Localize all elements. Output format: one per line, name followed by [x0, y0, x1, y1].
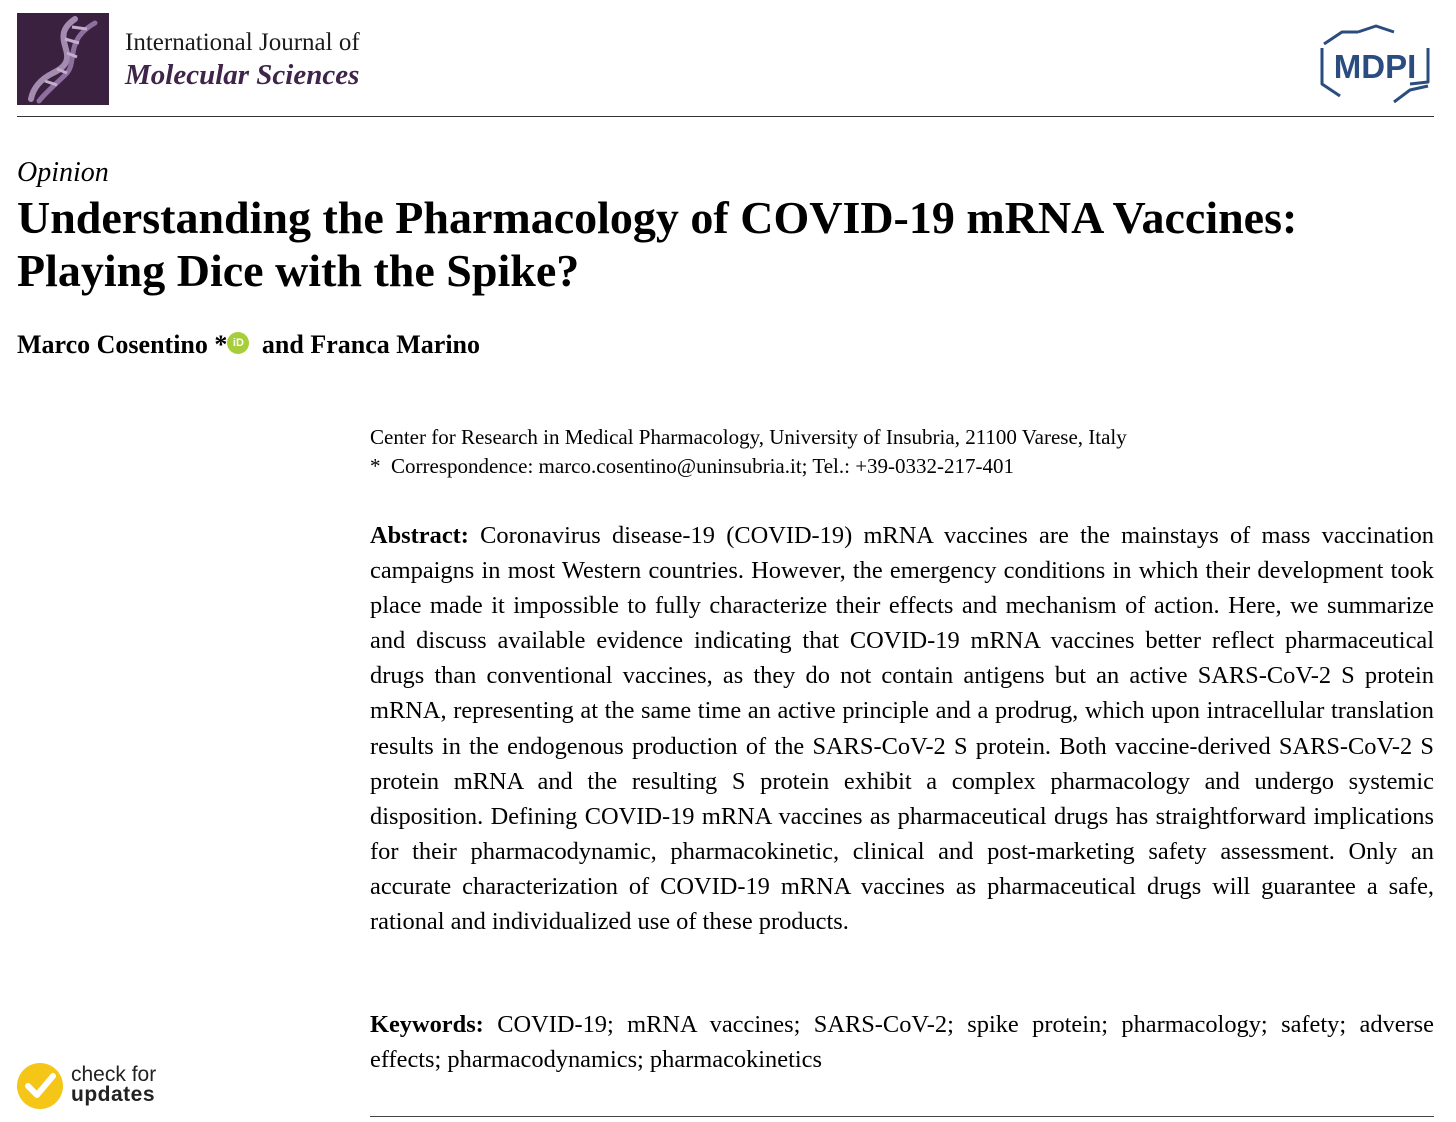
abstract-label: Abstract:: [370, 522, 469, 549]
corresponding-author-mark: *: [214, 330, 228, 359]
keywords: [370, 1007, 1434, 1077]
correspondence: [370, 454, 1014, 479]
author-name[interactable]: Marco Cosentino: [17, 330, 208, 359]
dna-helix-icon: [17, 13, 109, 105]
footer-divider: [370, 1116, 1434, 1117]
article-title: Understanding the Pharmacology of COVID-19 mRNA Vaccines: Playing Dice with the Spike?: [17, 192, 1298, 296]
author-join: and: [261, 330, 304, 359]
check-for-updates-badge[interactable]: [16, 1062, 166, 1112]
orcid-icon[interactable]: iD: [227, 332, 249, 354]
abstract-text: Coronavirus disease-19 (COVID-19) mRNA vaccines are the mainstays of mass vaccination campaigns in most Western countries. However, the emergency conditions in which their development took place made it impossible to fully characterize their effects and mechanism of action. Here, we summarize and discuss available evidence indicating that COVID-19 mRNA vaccines better reflect pharmaceutical drugs than conventional vaccines, as they do not contain antigens but an active SARS-CoV-2 S protein mRNA, representing at the same time an active principle and a prodrug, which upon intracellular translation results in the endogenous production of the SARS-CoV-2 S protein. Both vaccine-derived SARS-CoV-2 S protein mRNA and the resulting S protein exhibit a complex pharmacology and undergo systemic disposition. Defining COVID-19 mRNA vaccines as pharmaceutical drugs has straightforward implications for their pharmacodynamic, pharmacokinetic, clinical and post-marketing safety assessment. Only an accurate characterization of COVID-19 mRNA vaccines as pharmaceutical drugs will guarantee a safe, rational and individualized use of these products.: [370, 522, 1434, 936]
publisher-name: MDPI: [1333, 48, 1417, 85]
journal-name-line2: Molecular Sciences: [125, 59, 360, 91]
journal-name-line1: International Journal of: [125, 29, 360, 56]
article-type: Opinion: [17, 157, 109, 188]
correspondence-mark: *: [370, 454, 381, 478]
keywords-label: Keywords:: [370, 1011, 484, 1038]
author-list: [17, 330, 480, 360]
keywords-text: COVID-19; mRNA vaccines; SARS-CoV-2; spike protein; pharmacology; safety; adverse effects; pharmacodynamics; pharmacokinetics: [370, 1011, 1434, 1073]
abstract: [370, 518, 1434, 939]
check-icon: [16, 1062, 64, 1110]
journal-logo: [17, 13, 109, 105]
publisher-logo: [1318, 24, 1434, 106]
author-name[interactable]: Franca Marino: [310, 330, 480, 359]
header-divider: [17, 116, 1434, 117]
affiliation: Center for Research in Medical Pharmacology, University of Insubria, 21100 Varese, Italy: [370, 425, 1127, 449]
check-for-updates-text: [71, 1065, 156, 1105]
correspondence-text[interactable]: Correspondence: marco.cosentino@uninsubria.it; Tel.: +39-0332-217-401: [391, 454, 1015, 478]
updates-line2: updates: [71, 1083, 156, 1106]
journal-name: [125, 30, 360, 90]
mdpi-hexagon-icon: [1318, 24, 1434, 106]
updates-line1: check for: [71, 1063, 157, 1086]
